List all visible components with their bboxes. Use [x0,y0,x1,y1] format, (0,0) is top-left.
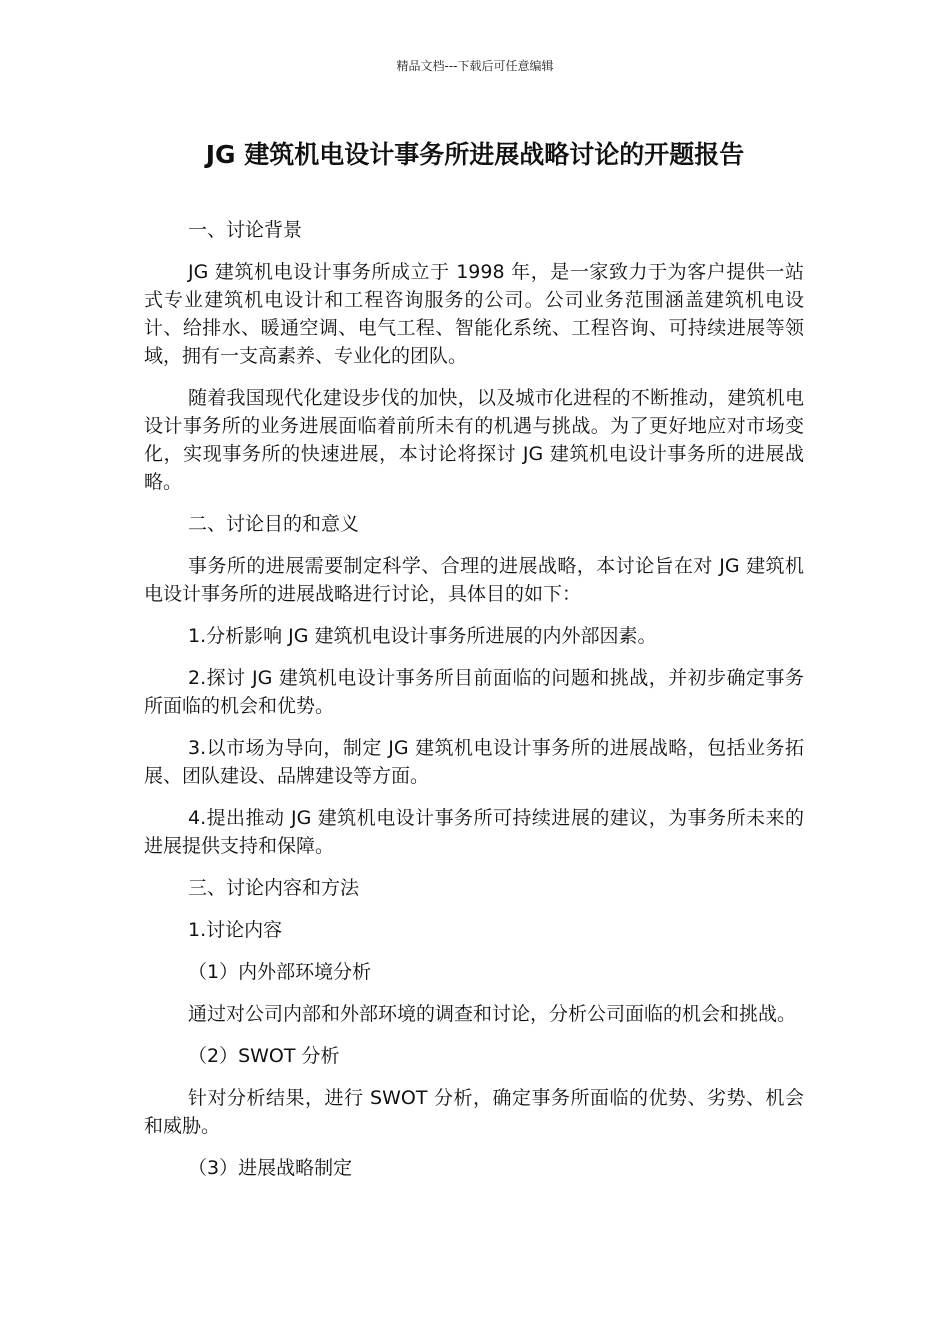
header-note: 精品文档---下载后可任意编辑 [396,59,554,73]
subheading-swot-analysis: （2）SWOT 分析 [188,1045,340,1067]
subheading-strategy-formulation: （3）进展战略制定 [188,1157,353,1179]
list-item-purpose-1: 1.分析影响 JG 建筑机电设计事务所进展的内外部因素。 [188,625,657,647]
section-heading-purpose: 二、讨论目的和意义 [188,513,360,535]
paragraph-environment-analysis: 通过对公司内部和外部环境的调查和讨论，分析公司面临的机会和挑战。 [188,1003,797,1025]
paragraph-company-intro: JG 建筑机电设计事务所成立于 1998 年，是一家致力于为客户提供一站式专业建筑机电设计和工程咨询服务的公司。公司业务范围涵盖建筑机电设计、给排水、暖通空调、电气工程、智能化系统、工程咨询、可持续进展等领域，拥有一支高素养、专业化的团队。 [144,261,804,367]
document-title: JG 建筑机电设计事务所进展战略讨论的开题报告 [205,140,745,169]
subheading-content: 1.讨论内容 [188,919,283,941]
list-item-purpose-3: 3.以市场为导向，制定 JG 建筑机电设计事务所的进展战略，包括业务拓展、团队建设、品牌建设等方面。 [144,737,804,787]
document-body [144,216,804,1196]
paragraph-market-context: 随着我国现代化建设步伐的加快，以及城市化进程的不断推动，建筑机电设计事务所的业务进展面临着前所未有的机遇与挑战。为了更好地应对市场变化，实现事务所的快速进展，本讨论将探讨 JG 建筑机电设计事务所的进展战略。 [144,387,804,493]
section-heading-content-method: 三、讨论内容和方法 [188,877,360,899]
list-item-purpose-2: 2.探讨 JG 建筑机电设计事务所目前面临的问题和挑战，并初步确定事务所面临的机会和优势。 [144,667,804,717]
paragraph-swot-analysis: 针对分析结果，进行 SWOT 分析，确定事务所面临的优势、劣势、机会和威胁。 [144,1087,804,1137]
paragraph-purpose-intro: 事务所的进展需要制定科学、合理的进展战略，本讨论旨在对 JG 建筑机电设计事务所的进展战略进行讨论，具体目的如下： [144,555,804,605]
section-heading-background: 一、讨论背景 [188,219,303,241]
subheading-environment-analysis: （1）内外部环境分析 [188,961,372,983]
list-item-purpose-4: 4.提出推动 JG 建筑机电设计事务所可持续进展的建议，为事务所未来的进展提供支持和保障。 [144,807,804,857]
